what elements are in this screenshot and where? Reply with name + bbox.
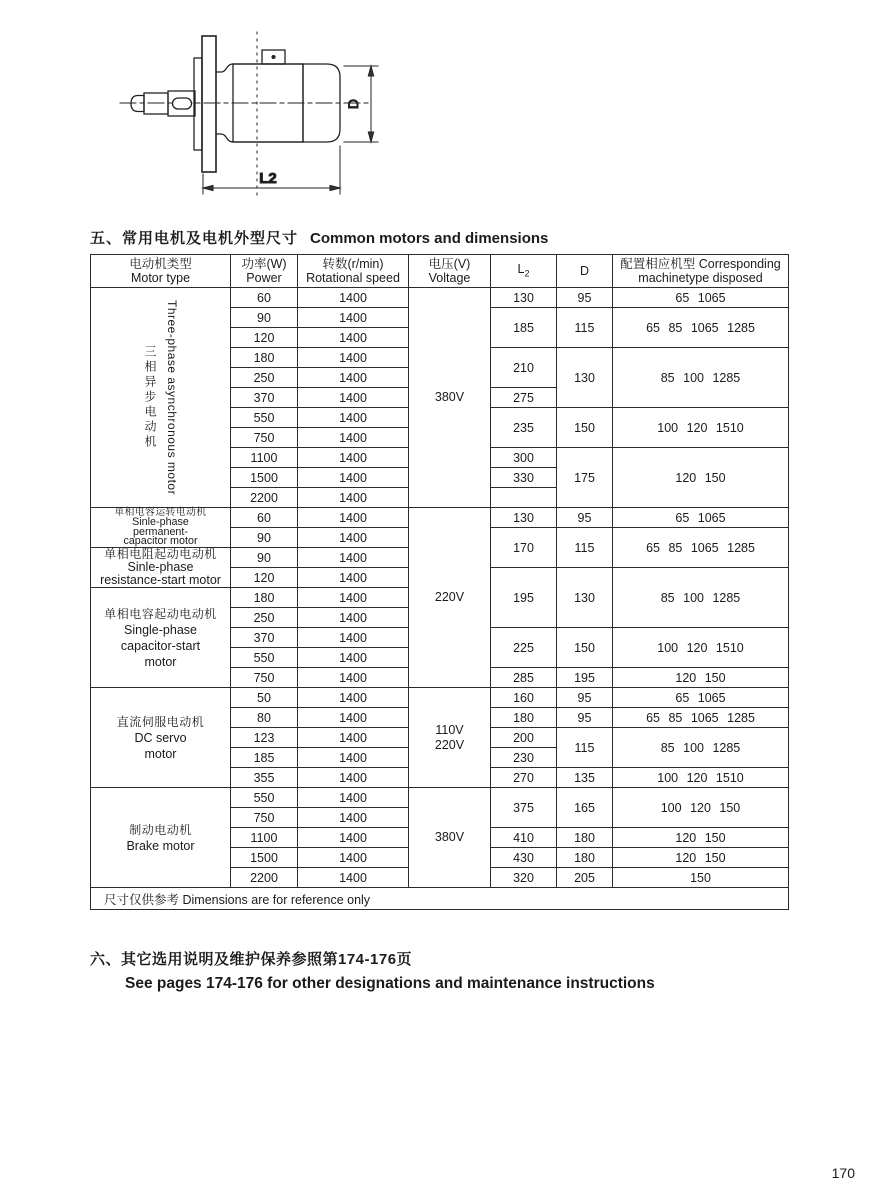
cell-speed: 1400 xyxy=(298,588,409,608)
cell-corresponding: 120 150 xyxy=(613,828,789,848)
flange xyxy=(202,36,216,172)
cell-speed: 1400 xyxy=(298,468,409,488)
cell-corresponding: 65 1065 xyxy=(613,688,789,708)
cell-power: 750 xyxy=(231,428,298,448)
cell-l2: 410 xyxy=(491,828,557,848)
cell-voltage: 220V xyxy=(409,508,491,688)
length-label: L2 xyxy=(259,170,277,187)
cell-l2: 430 xyxy=(491,848,557,868)
section-title xyxy=(90,227,548,248)
cell-power: 355 xyxy=(231,768,298,788)
cell-motor-type: 制动电动机 Brake motor xyxy=(91,788,231,888)
cell-power: 123 xyxy=(231,728,298,748)
cell-speed: 1400 xyxy=(298,428,409,448)
note-en: See pages 174-176 for other designations and maintenance instructions xyxy=(125,975,655,992)
cell-speed: 1400 xyxy=(298,488,409,508)
cell-speed: 1400 xyxy=(298,868,409,888)
cell-corresponding: 100 120 150 xyxy=(613,788,789,828)
cell-speed: 1400 xyxy=(298,728,409,748)
cell-motor-type: 直流伺服电动机 DC servo motor xyxy=(91,688,231,788)
cell-l2: 375 xyxy=(491,788,557,828)
cell-d: 130 xyxy=(557,568,613,628)
table-footer-row xyxy=(91,888,789,910)
cell-d: 150 xyxy=(557,628,613,668)
cell-d: 205 xyxy=(557,868,613,888)
cell-l2: 300 xyxy=(491,448,557,468)
cell-l2: 285 xyxy=(491,668,557,688)
cell-d: 115 xyxy=(557,528,613,568)
cell-speed: 1400 xyxy=(298,768,409,788)
cell-corresponding: 120 150 xyxy=(613,668,789,688)
cell-power: 90 xyxy=(231,308,298,328)
cell-power: 80 xyxy=(231,708,298,728)
cell-power: 750 xyxy=(231,808,298,828)
cell-power: 550 xyxy=(231,408,298,428)
footer-note: 尺寸仅供参考 Dimensions are for reference only xyxy=(91,888,789,910)
cell-l2: 185 xyxy=(491,308,557,348)
cell-speed: 1400 xyxy=(298,808,409,828)
cell-l2: 130 xyxy=(491,508,557,528)
table-row xyxy=(91,688,789,708)
cell-corresponding: 65 85 1065 1285 xyxy=(613,308,789,348)
cell-power: 60 xyxy=(231,508,298,528)
cell-d: 95 xyxy=(557,688,613,708)
cell-power: 370 xyxy=(231,628,298,648)
page-number: 170 xyxy=(831,1165,855,1181)
cell-power: 180 xyxy=(231,588,298,608)
cell-speed: 1400 xyxy=(298,828,409,848)
cell-speed: 1400 xyxy=(298,568,409,588)
cell-speed: 1400 xyxy=(298,608,409,628)
cell-l2: 270 xyxy=(491,768,557,788)
header-l2: $L_2$ xyxy=(491,255,557,288)
cell-voltage: 380V xyxy=(409,288,491,508)
cell-l2: 195 xyxy=(491,568,557,628)
note-zh: 六、其它选用说明及维护保养参照第174-176页 xyxy=(90,951,413,968)
cell-corresponding: 65 1065 xyxy=(613,508,789,528)
cell-power: 750 xyxy=(231,668,298,688)
cell-speed: 1400 xyxy=(298,748,409,768)
cell-speed: 1400 xyxy=(298,848,409,868)
cell-corresponding: 85 100 1285 xyxy=(613,728,789,768)
cell-power: 370 xyxy=(231,388,298,408)
table-row xyxy=(91,288,789,308)
cell-d: 175 xyxy=(557,448,613,508)
section-title-en: Common motors and dimensions xyxy=(310,230,549,247)
cell-speed: 1400 xyxy=(298,448,409,468)
section-note xyxy=(90,948,655,993)
cell-l2: 235 xyxy=(491,408,557,448)
cell-l2: 200 xyxy=(491,728,557,748)
cell-speed: 1400 xyxy=(298,548,409,568)
cell-power: 120 xyxy=(231,568,298,588)
cell-corresponding: 120 150 xyxy=(613,448,789,508)
cell-voltage: 380V xyxy=(409,788,491,888)
cell-power: 250 xyxy=(231,608,298,628)
header-voltage: 电压(V) Voltage xyxy=(409,255,491,288)
cell-power: 2200 xyxy=(231,488,298,508)
cell-d: 150 xyxy=(557,408,613,448)
cell-l2: 275 xyxy=(491,388,557,408)
cell-speed: 1400 xyxy=(298,688,409,708)
cell-speed: 1400 xyxy=(298,288,409,308)
cell-power: 2200 xyxy=(231,868,298,888)
cell-corresponding: 65 85 1065 1285 xyxy=(613,528,789,568)
table-row xyxy=(91,508,789,528)
cell-speed: 1400 xyxy=(298,528,409,548)
cell-l2: 330 xyxy=(491,468,557,488)
cell-power: 1100 xyxy=(231,828,298,848)
cell-speed: 1400 xyxy=(298,328,409,348)
cell-speed: 1400 xyxy=(298,368,409,388)
cell-power: 550 xyxy=(231,788,298,808)
cell-speed: 1400 xyxy=(298,628,409,648)
cell-corresponding: 120 150 xyxy=(613,848,789,868)
cell-d: 115 xyxy=(557,308,613,348)
cell-d: 95 xyxy=(557,508,613,528)
cell-speed: 1400 xyxy=(298,388,409,408)
table-row xyxy=(91,788,789,808)
cell-speed: 1400 xyxy=(298,308,409,328)
cell-corresponding: 100 120 1510 xyxy=(613,628,789,668)
cell-d: 180 xyxy=(557,828,613,848)
cell-l2: 210 xyxy=(491,348,557,388)
header-power: 功率(W) Power xyxy=(231,255,298,288)
header-motor-type: 电动机类型 Motor type xyxy=(91,255,231,288)
cell-power: 120 xyxy=(231,328,298,348)
cell-power: 250 xyxy=(231,368,298,388)
cell-power: 185 xyxy=(231,748,298,768)
cell-power: 90 xyxy=(231,548,298,568)
cell-power: 50 xyxy=(231,688,298,708)
cell-speed: 1400 xyxy=(298,708,409,728)
cell-d: 115 xyxy=(557,728,613,768)
header-speed: 转数(r/min) Rotational speed xyxy=(298,255,409,288)
cell-corresponding: 150 xyxy=(613,868,789,888)
cell-speed: 1400 xyxy=(298,788,409,808)
cell-d: 135 xyxy=(557,768,613,788)
cell-l2: 160 xyxy=(491,688,557,708)
cell-motor-type: 单相电容运转电动机 Sinle-phase permanent- capacitor motor xyxy=(91,508,231,548)
cell-l2: 225 xyxy=(491,628,557,668)
cell-d: 180 xyxy=(557,848,613,868)
cell-power: 90 xyxy=(231,528,298,548)
cell-d: 165 xyxy=(557,788,613,828)
cell-power: 60 xyxy=(231,288,298,308)
cell-motor-type: 三相异步电动机 Three-phase asynchronous motor xyxy=(91,288,231,508)
cell-motor-type: 单相电容起动电动机 Single-phase capacitor-start motor xyxy=(91,588,231,688)
cell-motor-type: 单相电阻起动电动机 Sinle-phase resistance-start motor xyxy=(91,548,231,588)
cell-power: 180 xyxy=(231,348,298,368)
cell-corresponding: 100 120 1510 xyxy=(613,408,789,448)
terminal-box xyxy=(262,50,285,64)
cell-d: 195 xyxy=(557,668,613,688)
cell-l2: 130 xyxy=(491,288,557,308)
cell-l2: 320 xyxy=(491,868,557,888)
motors-dimensions-table xyxy=(90,254,789,910)
cell-speed: 1400 xyxy=(298,668,409,688)
shaft-keyway xyxy=(173,98,192,109)
cell-speed: 1400 xyxy=(298,408,409,428)
cell-power: 1100 xyxy=(231,448,298,468)
cell-d: 95 xyxy=(557,708,613,728)
motor-outline-drawing xyxy=(112,26,464,212)
cell-power: 1500 xyxy=(231,468,298,488)
cell-speed: 1400 xyxy=(298,508,409,528)
header-corresponding: 配置相应机型 Corresponding machinetype disposed xyxy=(613,255,789,288)
cell-power: 1500 xyxy=(231,848,298,868)
cell-speed: 1400 xyxy=(298,648,409,668)
cell-corresponding: 85 100 1285 xyxy=(613,568,789,628)
cell-corresponding: 65 1065 xyxy=(613,288,789,308)
cell-corresponding: 85 100 1285 xyxy=(613,348,789,408)
cell-corresponding: 100 120 1510 xyxy=(613,768,789,788)
cell-power: 550 xyxy=(231,648,298,668)
cell-l2 xyxy=(491,488,557,508)
cell-corresponding: 65 85 1065 1285 xyxy=(613,708,789,728)
cell-d: 95 xyxy=(557,288,613,308)
cell-l2: 230 xyxy=(491,748,557,768)
cell-voltage: 110V 220V xyxy=(409,688,491,788)
cell-d: 130 xyxy=(557,348,613,408)
section-title-zh: 五、常用电机及电机外型尺寸 xyxy=(90,230,299,247)
cell-l2: 170 xyxy=(491,528,557,568)
cell-speed: 1400 xyxy=(298,348,409,368)
diameter-label: D xyxy=(345,98,361,110)
header-d: D xyxy=(557,255,613,288)
cell-l2: 180 xyxy=(491,708,557,728)
